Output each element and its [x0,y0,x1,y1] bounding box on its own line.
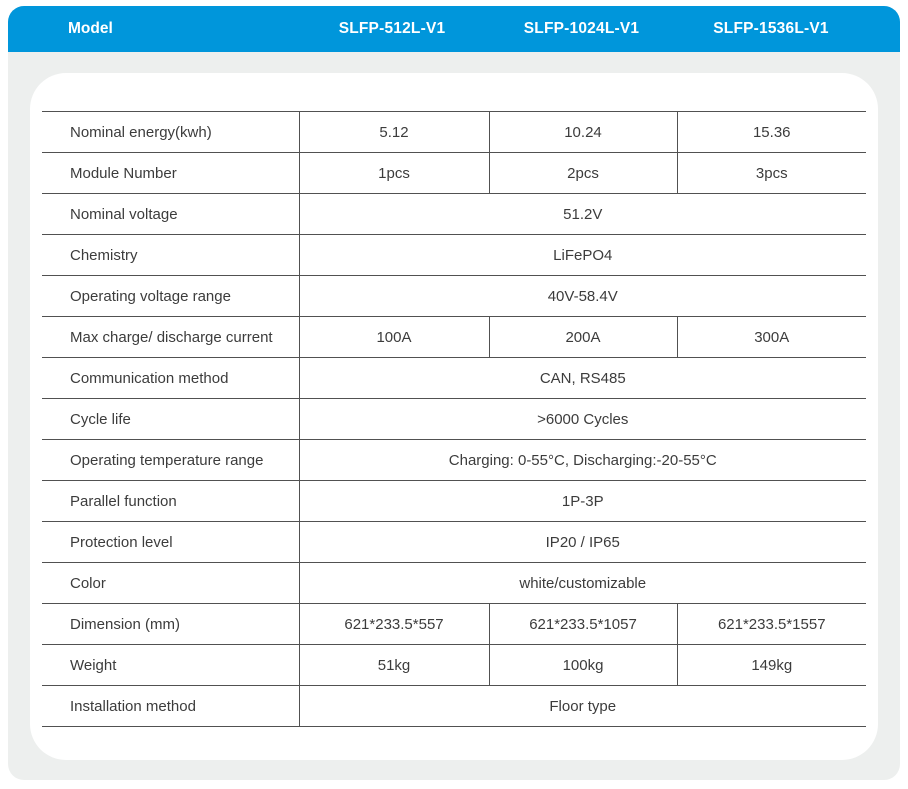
table-row [42,686,866,727]
row-label: Cycle life [42,399,299,440]
table-row [42,317,866,358]
row-value: 100A [299,317,489,358]
row-label: Module Number [42,153,299,194]
row-value-merged: CAN, RS485 [299,358,866,399]
spec-table [42,111,866,727]
spec-table-card [30,73,878,760]
row-label: Parallel function [42,481,299,522]
row-value-merged: 1P-3P [299,481,866,522]
row-value-merged: LiFePO4 [299,235,866,276]
model-column-slfp-1536l-v1: SLFP-1536L-V1 [713,20,829,37]
table-row [42,276,866,317]
row-value-merged: IP20 / IP65 [299,522,866,563]
table-row [42,399,866,440]
row-value: 149kg [677,645,866,686]
row-value: 100kg [489,645,677,686]
table-row [42,112,866,153]
row-value: 15.36 [677,112,866,153]
row-value: 3pcs [677,153,866,194]
row-label: Weight [42,645,299,686]
table-row [42,563,866,604]
row-value: 621*233.5*1557 [677,604,866,645]
row-value: 51kg [299,645,489,686]
row-label: Operating temperature range [42,440,299,481]
row-label: Operating voltage range [42,276,299,317]
table-row [42,645,866,686]
table-row [42,604,866,645]
table-row [42,235,866,276]
row-value: 621*233.5*557 [299,604,489,645]
model-header-label: Model [68,20,113,37]
row-label: Nominal voltage [42,194,299,235]
row-label: Chemistry [42,235,299,276]
row-value: 1pcs [299,153,489,194]
row-value: 2pcs [489,153,677,194]
row-label: Max charge/ discharge current [42,317,299,358]
row-value: 300A [677,317,866,358]
row-value-merged: 51.2V [299,194,866,235]
row-label: Protection level [42,522,299,563]
model-column-slfp-1024l-v1: SLFP-1024L-V1 [523,20,640,37]
spec-sheet-panel [8,6,900,780]
row-label: Color [42,563,299,604]
row-label: Communication method [42,358,299,399]
row-value-merged: Floor type [299,686,866,727]
row-value: 621*233.5*1057 [489,604,677,645]
row-value: 10.24 [489,112,677,153]
row-label: Installation method [42,686,299,727]
model-header-bar [8,6,900,52]
table-row [42,481,866,522]
row-value: 200A [489,317,677,358]
table-row [42,440,866,481]
table-row [42,153,866,194]
row-value-merged: 40V-58.4V [299,276,866,317]
row-value: 5.12 [299,112,489,153]
row-label: Nominal energy(kwh) [42,112,299,153]
row-value-merged: >6000 Cycles [299,399,866,440]
table-row [42,522,866,563]
table-row [42,194,866,235]
row-label: Dimension (mm) [42,604,299,645]
row-value-merged: white/customizable [299,563,866,604]
model-column-slfp-512l-v1: SLFP-512L-V1 [338,20,446,37]
row-value-merged: Charging: 0-55°C, Discharging:-20-55°C [299,440,866,481]
table-row [42,358,866,399]
